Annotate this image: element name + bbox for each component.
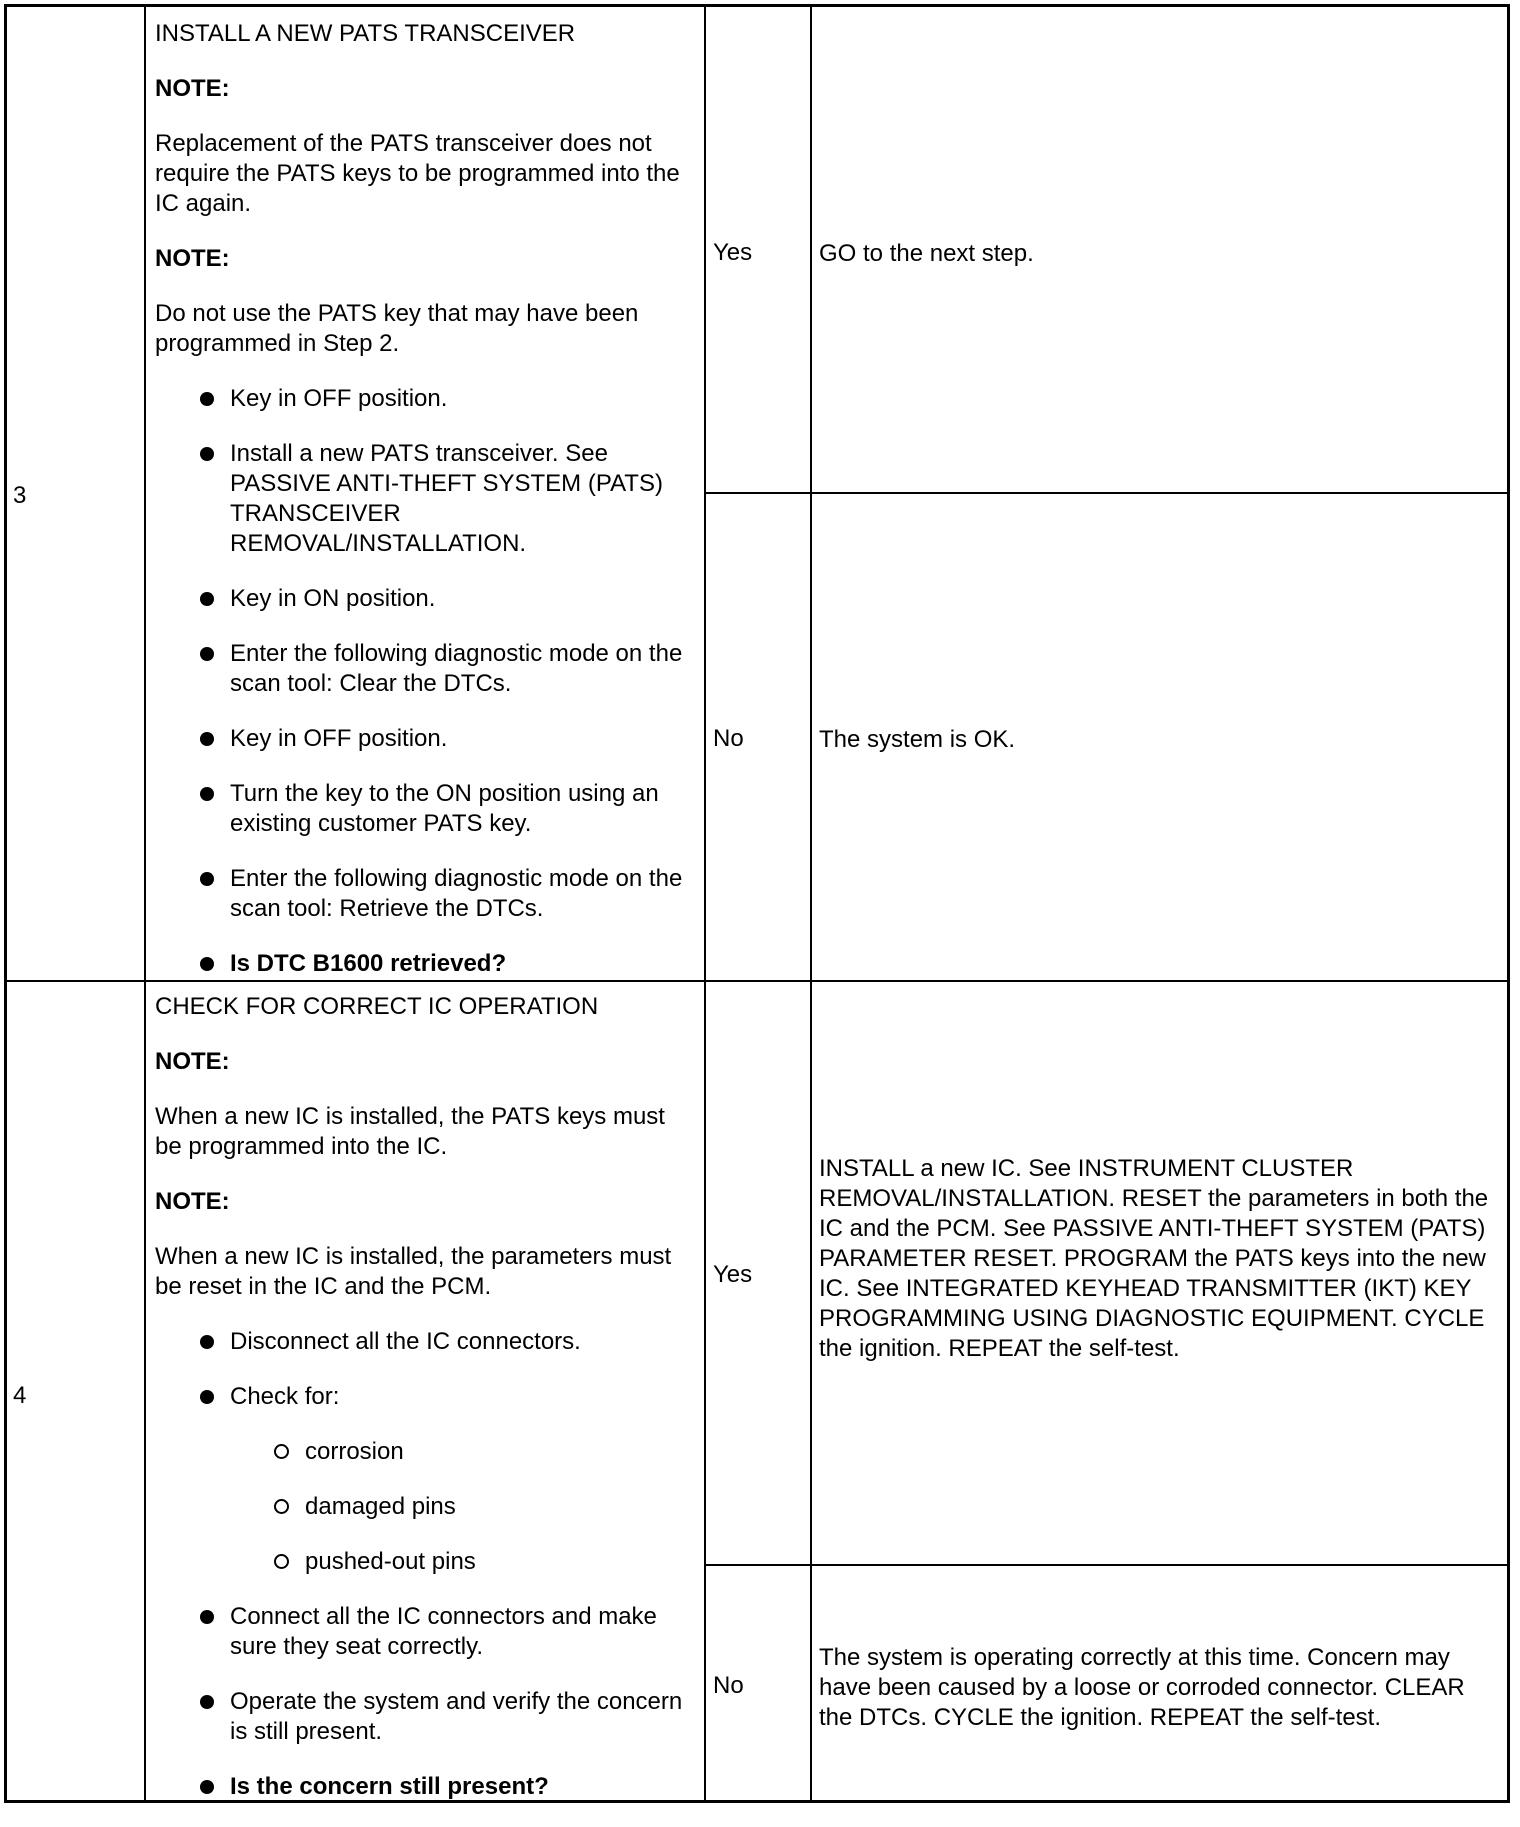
note-label: NOTE:: [155, 75, 230, 102]
note-text: Do not use the PATS key that may have been programmed in Step 2.: [155, 300, 639, 357]
list-item: Turn the key to the ON position using an existing customer PATS key.: [155, 779, 695, 839]
note-label: NOTE:: [155, 245, 230, 272]
diagnostic-table: [4, 4, 1510, 1803]
list-item: Key in OFF position.: [155, 384, 695, 414]
list-item: Enter the following diagnostic mode on the scan tool: Clear the DTCs.: [155, 639, 695, 699]
sub-list-item: corrosion: [155, 1437, 695, 1467]
sub-list-item: damaged pins: [155, 1492, 695, 1522]
column-divider: [810, 7, 812, 1800]
note-label: NOTE:: [155, 1048, 230, 1075]
no-label: No: [713, 1672, 744, 1699]
list-item: Operate the system and verify the concern is still present.: [155, 1687, 695, 1747]
yes-action: INSTALL a new IC. See INSTRUMENT CLUSTER REMOVAL/INSTALLATION. RESET the parameters in both the IC and the PCM. See PASSIVE ANTI-THEFT SYSTEM (PATS) PARAMETER RESET. PROGRAM the PATS keys into the new IC. See INTEGRATED KEYHEAD TRANSMITTER (IKT) KEY PROGRAMMING USING DIAGNOSTIC EQUIPMENT. CYCLE the ignition. REPEAT the self-test.: [819, 1155, 1489, 1362]
yes-label: Yes: [713, 1261, 753, 1288]
yes-no-divider: [704, 1564, 1507, 1566]
no-action: The system is operating correctly at this time. Concern may have been caused by a loose or corroded connector. CLEAR the DTCs. CYCLE the ignition. REPEAT the self-test.: [819, 1644, 1465, 1731]
sub-list-item: pushed-out pins: [155, 1547, 695, 1577]
step-content: [155, 992, 695, 1827]
yes-label: Yes: [713, 239, 753, 266]
step-title: CHECK FOR CORRECT IC OPERATION: [155, 993, 599, 1020]
question-item: Is the concern still present?: [155, 1772, 695, 1802]
note-text: Replacement of the PATS transceiver does not require the PATS keys to be programmed into the IC again.: [155, 130, 680, 217]
note-text: When a new IC is installed, the PATS keys must be programmed into the IC.: [155, 1103, 665, 1160]
list-item: Disconnect all the IC connectors.: [155, 1327, 695, 1357]
note-label: NOTE:: [155, 1188, 230, 1215]
column-divider: [704, 7, 706, 1800]
list-item: Install a new PATS transceiver. See PASSIVE ANTI-THEFT SYSTEM (PATS) TRANSCEIVER REMOVAL/INSTALLATION.: [155, 439, 695, 559]
column-divider: [144, 7, 146, 1800]
list-item: Check for:: [155, 1382, 695, 1412]
no-label: No: [713, 725, 744, 752]
question-item: Is DTC B1600 retrieved?: [155, 949, 695, 979]
note-text: When a new IC is installed, the parameters must be reset in the IC and the PCM.: [155, 1243, 672, 1300]
instruction-list: [155, 1327, 695, 1802]
step-number: 3: [13, 482, 27, 509]
step-title: INSTALL A NEW PATS TRANSCEIVER: [155, 20, 576, 47]
list-item: Enter the following diagnostic mode on the scan tool: Retrieve the DTCs.: [155, 864, 695, 924]
step-content: [155, 19, 695, 1004]
yes-no-divider: [704, 492, 1507, 494]
list-item: Key in OFF position.: [155, 724, 695, 754]
list-item: Connect all the IC connectors and make sure they seat correctly.: [155, 1602, 695, 1662]
no-action: The system is OK.: [819, 726, 1016, 753]
list-item: Key in ON position.: [155, 584, 695, 614]
step-number: 4: [13, 1382, 27, 1409]
yes-action: GO to the next step.: [819, 240, 1034, 267]
instruction-list: [155, 384, 695, 979]
